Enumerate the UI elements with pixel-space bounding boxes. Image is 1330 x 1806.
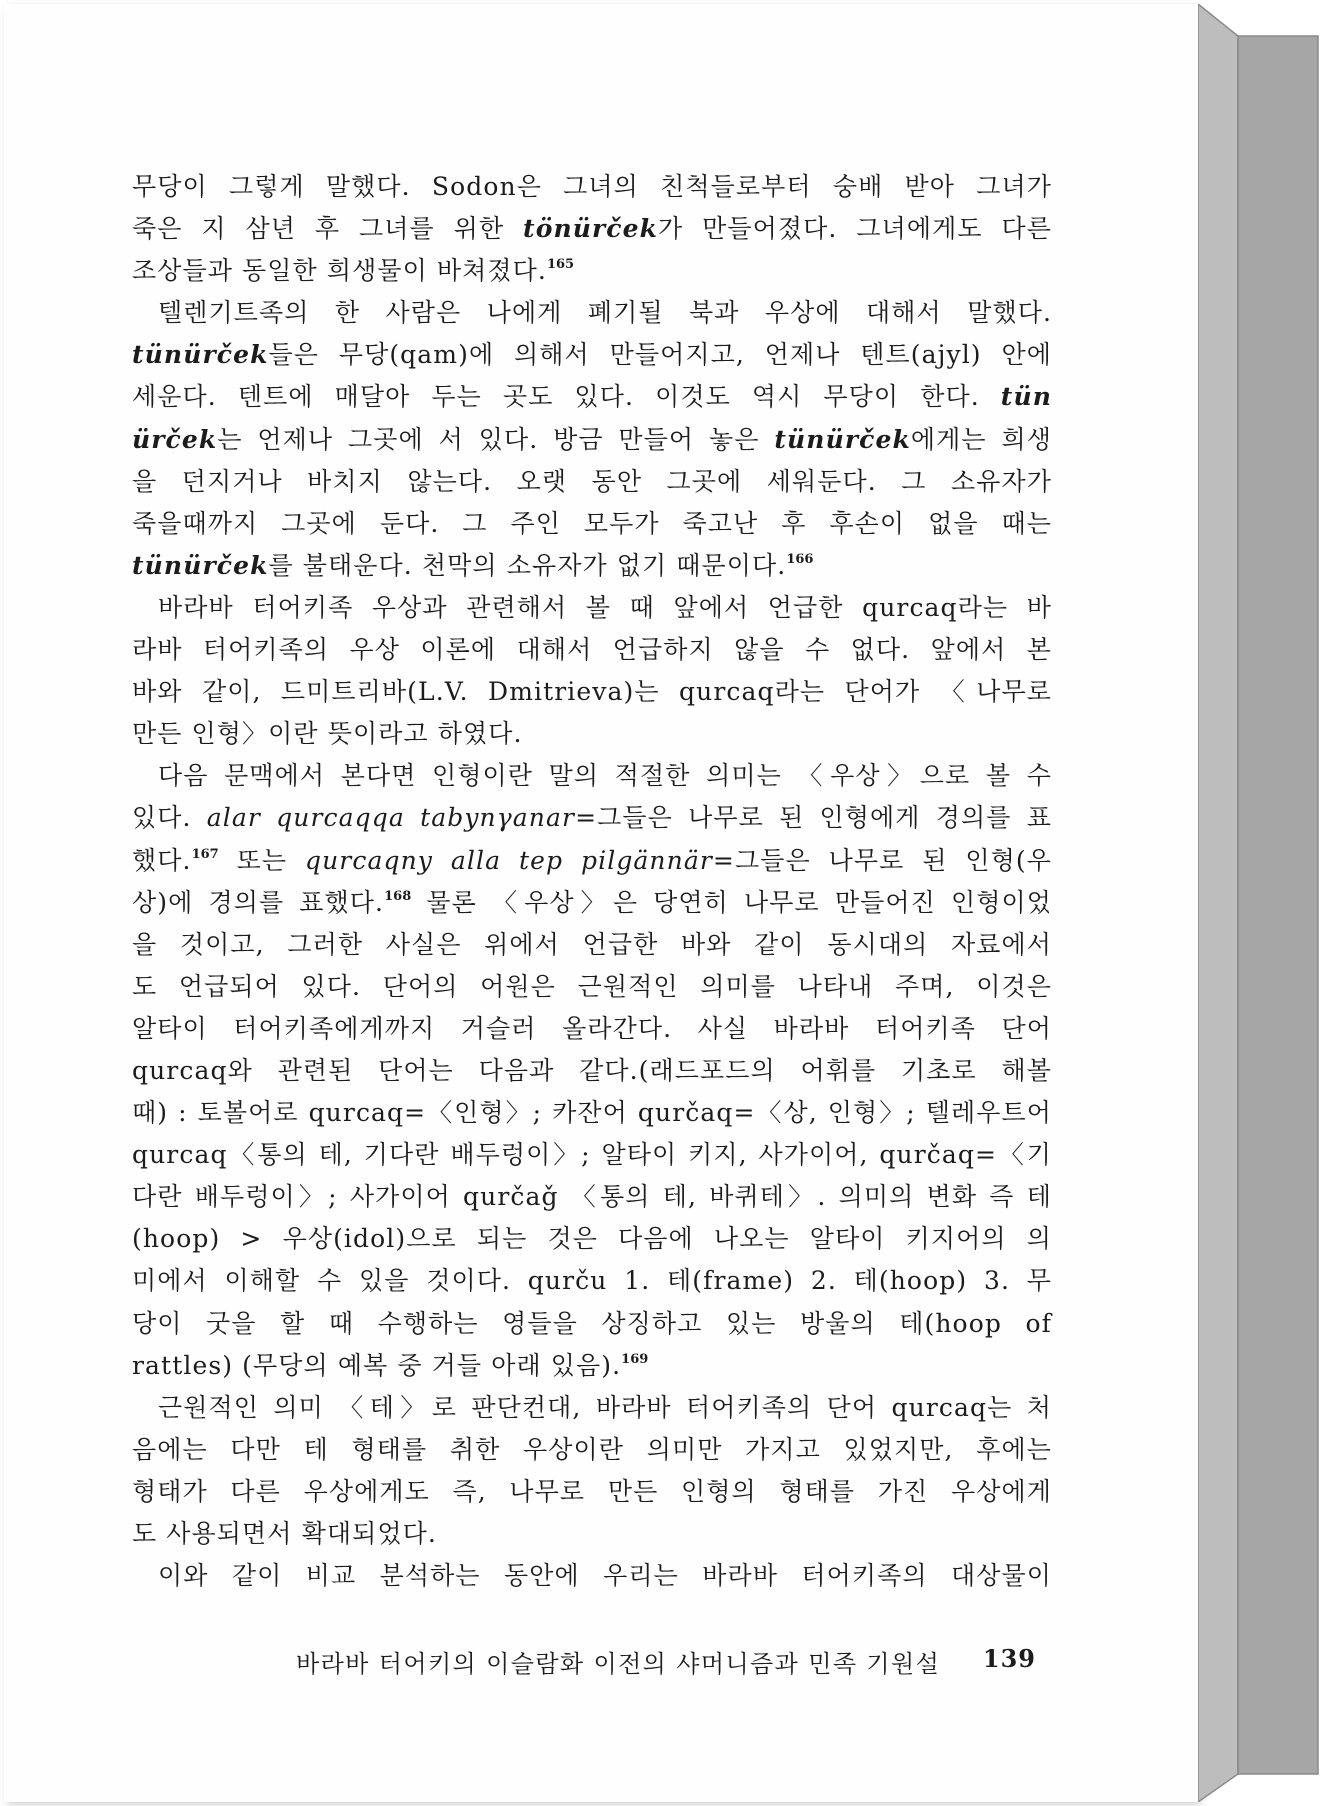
text-line: 때) : 토볼어로 qurcaq=〈인형〉; 카잔어 qurčaq=〈상, 인형〉; 텔레우트어 <box>132 1098 1052 1128</box>
text-line: 다란 배두렁이〉; 사가이어 qurčaǧ 〈통의 테, 바퀴테〉. 의미의 변화 즉 테 <box>132 1182 1052 1212</box>
italic-phrase: qurcaqny alla tep pilgännär <box>305 845 713 875</box>
text-line: 을 던지거나 바치지 않는다. 오랫 동안 그곳에 세워둔다. 그 소유자가 <box>132 466 1052 496</box>
text-line: 했다.$^{167}$ 또는 qurcaqny alla tep pilgännär=그들은 나무로 된 인형(우 <box>132 845 1052 875</box>
text-line: 형태가 다른 우상에게도 즉, 나무로 만든 인형의 형태를 가진 우상에게 <box>132 1476 1052 1506</box>
text-line: tünürček를 불태운다. 천막의 소유자가 없기 때문이다.$^{166}$ <box>132 550 814 580</box>
italic-phrase: alar qurcaqqa tabynγanar <box>206 803 576 833</box>
text-line: 당이 굿을 할 때 수행하는 영들을 상징하고 있는 방울의 테(hoop of <box>132 1308 1052 1338</box>
text-line: 죽은 지 삼년 후 그녀를 위한 tönürček가 만들어졌다. 그녀에게도 다른 <box>132 214 1052 244</box>
text-line: 알타이 터어키족에게까지 거슬러 올라간다. 사실 바라바 터어키족 단어 <box>132 1013 1052 1043</box>
text-line: 음에는 다만 테 형태를 취한 우상이란 의미만 가지고 있었지만, 후에는 <box>132 1434 1052 1464</box>
text-line: 바와 같이, 드미트리바(L.V. Dmitrieva)는 qurcaq라는 단어가 〈나무로 <box>132 677 1052 707</box>
text-line: 텔렌기트족의 한 사람은 나에게 폐기될 북과 우상에 대해서 말했다. <box>158 298 1052 328</box>
page-number: 139 <box>982 1644 1036 1673</box>
body-text <box>132 166 1052 1597</box>
italic-term: tünürček <box>132 340 269 370</box>
italic-term: tün <box>1000 382 1052 412</box>
footnote-ref: 168 <box>384 888 412 904</box>
text-line: 라바 터어키족의 우상 이론에 대해서 언급하지 않을 수 없다. 앞에서 본 <box>132 635 1052 665</box>
text-line: rattles) (무당의 예복 중 거들 아래 있음).$^{169}$ <box>132 1350 649 1380</box>
text-line: 무당이 그렇게 말했다. Sodon은 그녀의 친척들로부터 숭배 받아 그녀가 <box>132 172 1052 201</box>
footnote-ref: 166 <box>786 551 814 567</box>
text-line: qurcaq와 관련된 단어는 다음과 같다.(래드포드의 어휘를 기초로 해볼 <box>132 1055 1052 1085</box>
text-line: ürček는 언제나 그곳에 서 있다. 방금 만들어 놓은 tünürček에게는 희생 <box>132 424 1052 454</box>
italic-term: tünürček <box>774 424 911 454</box>
text-line: 도 사용되면서 확대되었다. <box>132 1519 437 1548</box>
text-line: 미에서 이해할 수 있을 것이다. qurču 1. 테(frame) 2. 테(hoop) 3. 무 <box>132 1266 1052 1296</box>
text-line: 바라바 터어키족 우상과 관련해서 볼 때 앞에서 언급한 qurcaq라는 바 <box>158 592 1052 622</box>
footnote-ref: 169 <box>621 1351 649 1367</box>
book-page-edges <box>1198 4 1324 1802</box>
italic-term: tönürček <box>523 214 659 244</box>
italic-term: ürček <box>132 424 218 454</box>
text-line: tünürček들은 무당(qam)에 의해서 만들어지고, 언제나 텐트(ajyl) 안에 <box>132 340 1052 370</box>
text-line: 이와 같이 비교 분석하는 동안에 우리는 바라바 터어키족의 대상물이 <box>158 1561 1052 1591</box>
book-page <box>4 4 1198 1802</box>
text-line: 세운다. 텐트에 매달아 두는 곳도 있다. 이것도 역시 무당이 한다. tün <box>132 382 1052 412</box>
italic-term: tünürček <box>132 550 269 580</box>
text-line: 죽을때까지 그곳에 둔다. 그 주인 모두가 죽고난 후 후손이 없을 때는 <box>132 508 1052 538</box>
text-line: 상)에 경의를 표했다.$^{168}$ 물론 〈우상〉은 당연히 나무로 만들어진 인형이었 <box>132 887 1052 917</box>
text-line: 있다. alar qurcaqqa tabynγanar=그들은 나무로 된 인형에게 경의를 표 <box>132 803 1053 833</box>
footnote-ref: 167 <box>191 846 219 862</box>
running-title: 바라바 터어키의 이슬람화 이전의 샤머니즘과 민족 기원설 <box>296 1650 941 1678</box>
text-line: 조상들과 동일한 희생물이 바쳐졌다.$^{165}$ <box>132 256 575 286</box>
text-line: (hoop) > 우상(idol)으로 되는 것은 다음에 나오는 알타이 키지어의 의 <box>132 1224 1052 1254</box>
text-line: qurcaq〈통의 테, 기다란 배두렁이〉; 알타이 키지, 사가이어, qurčaq=〈기 <box>132 1140 1052 1170</box>
text-line: 근원적인 의미 〈테〉로 판단컨대, 바라바 터어키족의 단어 qurcaq는 처 <box>158 1392 1052 1422</box>
text-line: 을 것이고, 그러한 사실은 위에서 언급한 바와 같이 동시대의 자료에서 <box>132 929 1052 959</box>
text-line: 다음 문맥에서 본다면 인형이란 말의 적절한 의미는 〈우상〉으로 볼 수 <box>158 761 1052 791</box>
text-line: 만든 인형〉이란 뜻이라고 하였다. <box>132 719 523 749</box>
footnote-ref: 165 <box>546 257 575 273</box>
page-footer <box>296 1644 1036 1679</box>
text-line: 도 언급되어 있다. 단어의 어원은 근원적인 의미를 나타내 주며, 이것은 <box>132 971 1052 1001</box>
